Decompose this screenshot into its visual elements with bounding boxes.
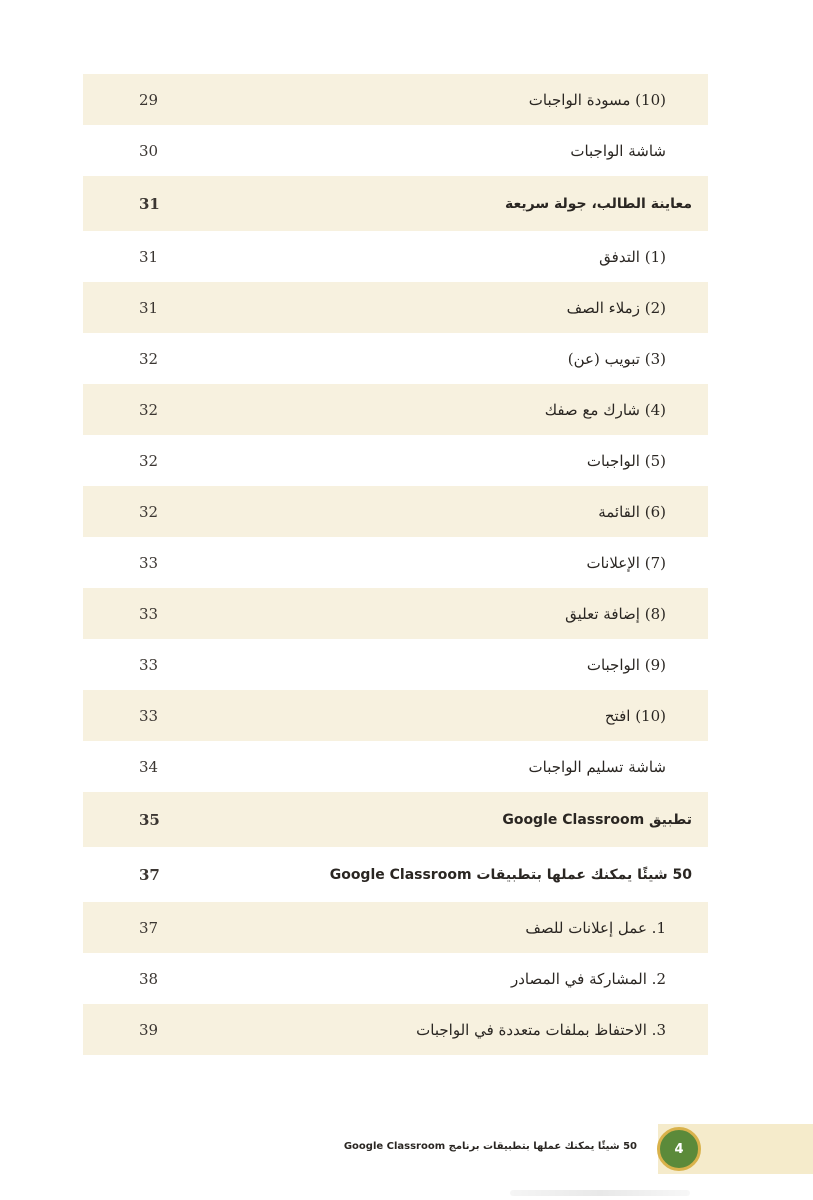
toc-row[interactable] (83, 902, 708, 953)
toc-entry-page: 31 (139, 298, 159, 317)
table-of-contents (83, 74, 708, 1055)
toc-row[interactable] (83, 537, 708, 588)
toc-entry-page: 34 (139, 757, 159, 776)
toc-entry-page: 37 (139, 918, 159, 937)
toc-entry-title: (10) افتح (604, 706, 666, 725)
toc-entry-page: 32 (139, 400, 159, 419)
toc-entry-page: 33 (139, 553, 159, 572)
toc-entry-title: 2. المشاركة في المصادر (511, 969, 666, 988)
toc-row[interactable] (83, 1004, 708, 1055)
toc-entry-title: (5) الواجبات (586, 451, 666, 470)
next-page-bleed (510, 1190, 690, 1196)
toc-row[interactable] (83, 282, 708, 333)
running-title: 50 شيئًا يمكنك عملها بتطبيقات برنامج Google Classroom (343, 1141, 637, 1152)
toc-entry-page: 32 (139, 451, 159, 470)
toc-entry-page: 31 (139, 247, 159, 266)
toc-entry-title: (1) التدفق (599, 247, 666, 266)
toc-entry-title: (7) الإعلانات (586, 553, 666, 572)
toc-row[interactable] (83, 231, 708, 282)
toc-entry-page: 29 (139, 90, 159, 109)
toc-entry-page: 37 (139, 865, 160, 884)
toc-row[interactable] (83, 333, 708, 384)
toc-entry-page: 31 (139, 194, 160, 213)
toc-row[interactable] (83, 486, 708, 537)
toc-section-row[interactable] (83, 792, 708, 847)
toc-entry-title: شاشة تسليم الواجبات (528, 757, 666, 776)
toc-entry-title: شاشة الواجبات (570, 141, 666, 160)
toc-entry-page: 30 (139, 141, 159, 160)
toc-entry-title: 1. عمل إعلانات للصف (525, 918, 666, 937)
toc-section-title: معاينة الطالب، جولة سريعة (505, 195, 692, 212)
toc-row[interactable] (83, 435, 708, 486)
toc-entry-title: (4) شارك مع صفك (544, 400, 666, 419)
toc-section-row[interactable] (83, 847, 708, 902)
page-number-badge (657, 1127, 701, 1171)
toc-entry-page: 39 (139, 1020, 159, 1039)
toc-row[interactable] (83, 74, 708, 125)
toc-row[interactable] (83, 588, 708, 639)
toc-entry-page: 32 (139, 502, 159, 521)
toc-entry-title: (2) زملاء الصف (566, 298, 666, 317)
toc-row[interactable] (83, 125, 708, 176)
toc-entry-page: 32 (139, 349, 159, 368)
toc-entry-title: (10) مسودة الواجبات (528, 90, 666, 109)
toc-row[interactable] (83, 639, 708, 690)
toc-entry-title: 3. الاحتفاظ بملفات متعددة في الواجبات (416, 1020, 666, 1039)
toc-entry-page: 33 (139, 655, 159, 674)
toc-section-row[interactable] (83, 176, 708, 231)
toc-row[interactable] (83, 953, 708, 1004)
toc-entry-title: (8) إضافة تعليق (565, 604, 666, 623)
toc-entry-title: (3) تبويب (عن) (567, 349, 666, 368)
toc-entry-page: 38 (139, 969, 159, 988)
toc-entry-page: 33 (139, 706, 159, 725)
toc-row[interactable] (83, 384, 708, 435)
toc-entry-page: 35 (139, 810, 160, 829)
page-number: 4 (674, 1141, 684, 1157)
toc-row[interactable] (83, 690, 708, 741)
toc-entry-page: 33 (139, 604, 159, 623)
toc-entry-title: (6) القائمة (598, 502, 666, 521)
toc-entry-title: (9) الواجبات (586, 655, 666, 674)
toc-section-title: 50 شيئًا يمكنك عملها بتطبيقات Google Classroom (329, 866, 692, 883)
toc-section-title: تطبيق Google Classroom (502, 811, 692, 828)
toc-row[interactable] (83, 741, 708, 792)
